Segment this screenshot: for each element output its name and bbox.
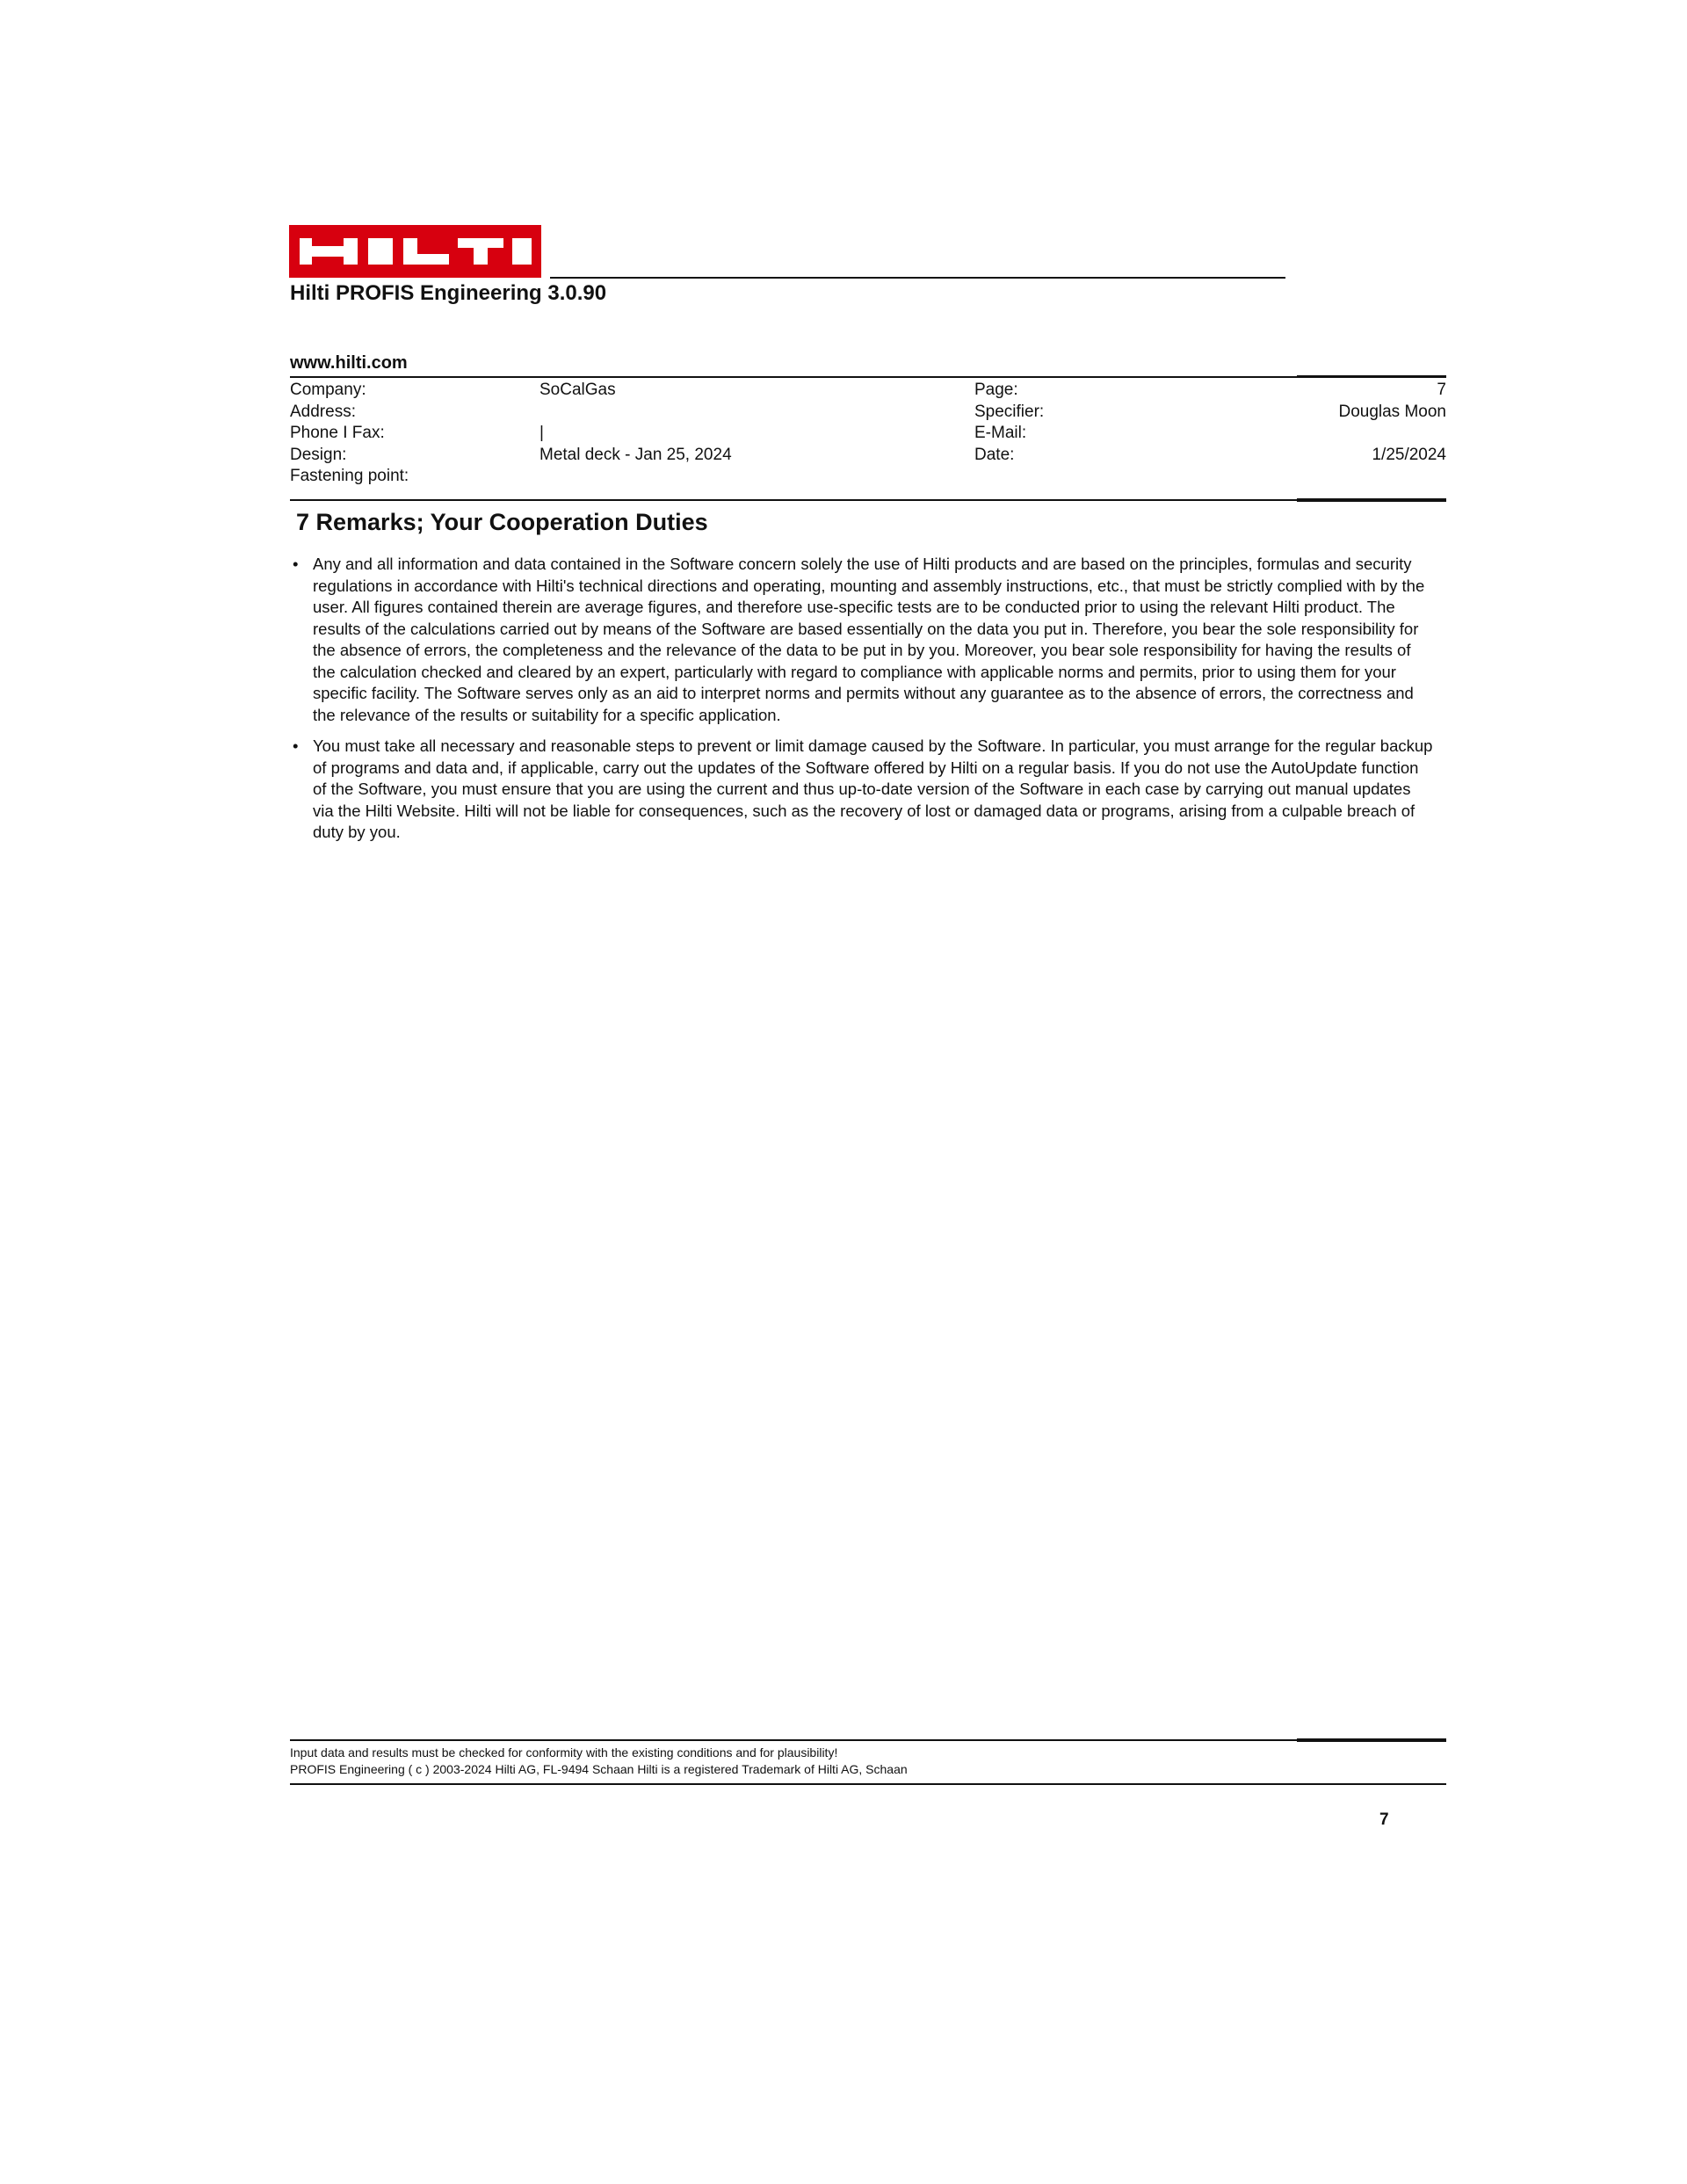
address-value (539, 402, 732, 424)
app-title: Hilti PROFIS Engineering 3.0.90 (290, 281, 607, 305)
remarks-item (293, 736, 1435, 844)
info-bottom-divider-accent (1297, 498, 1446, 502)
header-divider (550, 277, 1285, 279)
remarks-item (293, 554, 1435, 726)
date-value: 1/25/2024 (1372, 445, 1446, 464)
design-value: Metal deck - Jan 25, 2024 (539, 445, 732, 464)
footer-top-divider-accent (1297, 1738, 1446, 1742)
footer-bottom-divider (290, 1783, 1446, 1785)
footer-line-2: PROFIS Engineering ( c ) 2003-2024 Hilti AG, FL-9494 Schaan Hilti is a registered Trademark of Hilti AG, Schaan (290, 1761, 908, 1776)
info-values-left (539, 380, 732, 488)
fastening-label: Fastening point: (290, 467, 409, 485)
bullet-icon: • (293, 736, 299, 755)
info-top-divider-accent (1297, 375, 1446, 378)
design-label: Design: (290, 445, 347, 464)
specifier-label: Specifier: (974, 402, 1045, 421)
fastening-value (539, 466, 732, 488)
remarks-item-text: Any and all information and data contained in the Software concern solely the use of Hilti products and are based on the principles, formulas and security regulations in accordance with Hilti's technical directions and operating, mounting and assembly instructions, etc., that must be strictly complied with by the user. All figures contained therein are average figures, and therefore use-specific tests are to be conducted prior to using the relevant Hilti product. The results of the calculations carried out by means of the Software are based essentially on the data you put in. Therefore, you bear the sole responsibility for the absence of errors, the completeness and the relevance of the data to be put in by you. Moreover, you bear sole responsibility for having the results of the calculation checked and cleared by an expert, particularly with regard to compliance with applicable norms and permits, prior to using them for your specific facility. The Software serves only as an aid to interpret norms and permits without any guarantee as to the absence of errors, the correctness and the relevance of the results or suitability for a specific application. (313, 555, 1425, 724)
remarks-item-text: You must take all necessary and reasonable steps to prevent or limit damage caused by the Software. In particular, you must arrange for the regular backup of programs and data and, if applicable, carry out the updates of the Software offered by Hilti on a regular basis. If you do not use the AutoUpdate function of the Software, you must ensure that you are using the current and thus up-to-date version of the Software in each case by carrying out manual updates via the Hilti Website. Hilti will not be liable for consequences, such as the recovery of lost or damaged data or programs, arising from a culpable breach of duty by you. (313, 736, 1433, 841)
company-label: Company: (290, 381, 366, 399)
remarks-list (293, 554, 1435, 853)
info-values-right (1230, 380, 1446, 466)
info-top-divider (290, 376, 1446, 378)
phone-label: Phone I Fax: (290, 424, 385, 442)
date-label: Date: (974, 445, 1015, 464)
hilti-wordmark-icon (289, 225, 541, 278)
page-label: Page: (974, 381, 1018, 399)
hilti-logo (289, 225, 541, 278)
page-number: 7 (1379, 1810, 1389, 1829)
phone-value: | (539, 424, 544, 442)
footer-line-1: Input data and results must be checked for conformity with the existing conditions and for plausibility! (290, 1745, 838, 1760)
email-value (1230, 423, 1446, 445)
section-heading: 7 Remarks; Your Cooperation Duties (296, 509, 708, 535)
website-link[interactable]: www.hilti.com (290, 353, 408, 373)
info-bottom-divider (290, 499, 1446, 501)
bullet-icon: • (293, 555, 299, 573)
specifier-value: Douglas Moon (1338, 402, 1446, 421)
address-label: Address: (290, 402, 356, 421)
footer-notice (290, 1745, 908, 1777)
page-value: 7 (1437, 381, 1446, 399)
footer-top-divider (290, 1739, 1446, 1741)
info-labels-left (290, 380, 409, 488)
email-label: E-Mail: (974, 424, 1027, 442)
info-labels-right (974, 380, 1044, 466)
company-value: SoCalGas (539, 381, 616, 399)
